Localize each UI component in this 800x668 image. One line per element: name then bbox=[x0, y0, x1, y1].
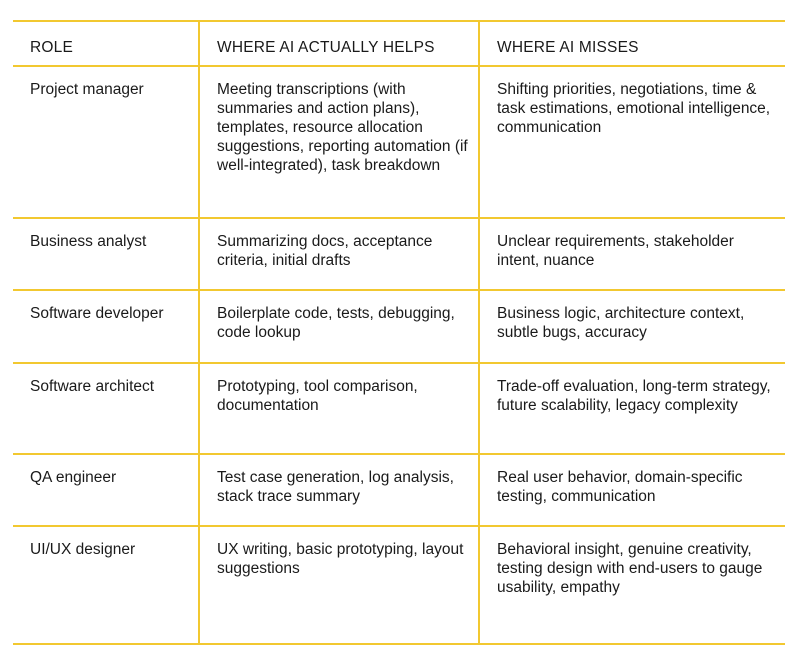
role-cell: Software developer bbox=[13, 290, 199, 363]
table-row bbox=[13, 526, 785, 644]
header-where-ai-helps: WHERE AI ACTUALLY HELPS bbox=[199, 21, 479, 66]
helps-cell: Test case generation, log analysis, stack trace summary bbox=[199, 454, 479, 526]
ai-roles-table bbox=[13, 20, 785, 645]
misses-cell: Unclear requirements, stakeholder intent, nuance bbox=[479, 218, 785, 290]
table-row bbox=[13, 218, 785, 290]
misses-cell: Trade-off evaluation, long-term strategy, future scalability, legacy complexity bbox=[479, 363, 785, 454]
table-row bbox=[13, 363, 785, 454]
misses-cell: Real user behavior, domain-specific testing, communication bbox=[479, 454, 785, 526]
header-where-ai-misses: WHERE AI MISSES bbox=[479, 21, 785, 66]
table-row bbox=[13, 66, 785, 218]
helps-cell: Meeting transcriptions (with summaries and action plans), templates, resource allocation suggestions, reporting automation (if well-integrated), task breakdown bbox=[199, 66, 479, 218]
table-header-row bbox=[13, 21, 785, 66]
table-row bbox=[13, 290, 785, 363]
misses-cell: Shifting priorities, negotiations, time & task estimations, emotional intelligence, communication bbox=[479, 66, 785, 218]
helps-cell: Boilerplate code, tests, debugging, code lookup bbox=[199, 290, 479, 363]
helps-cell: Summarizing docs, acceptance criteria, initial drafts bbox=[199, 218, 479, 290]
helps-cell: UX writing, basic prototyping, layout suggestions bbox=[199, 526, 479, 644]
misses-cell: Business logic, architecture context, subtle bugs, accuracy bbox=[479, 290, 785, 363]
table-row bbox=[13, 454, 785, 526]
header-role: ROLE bbox=[13, 21, 199, 66]
role-cell: Software architect bbox=[13, 363, 199, 454]
role-cell: QA engineer bbox=[13, 454, 199, 526]
role-cell: Business analyst bbox=[13, 218, 199, 290]
role-cell: Project manager bbox=[13, 66, 199, 218]
helps-cell: Prototyping, tool comparison, documentation bbox=[199, 363, 479, 454]
misses-cell: Behavioral insight, genuine creativity, testing design with end-users to gauge usability, empathy bbox=[479, 526, 785, 644]
role-cell: UI/UX designer bbox=[13, 526, 199, 644]
